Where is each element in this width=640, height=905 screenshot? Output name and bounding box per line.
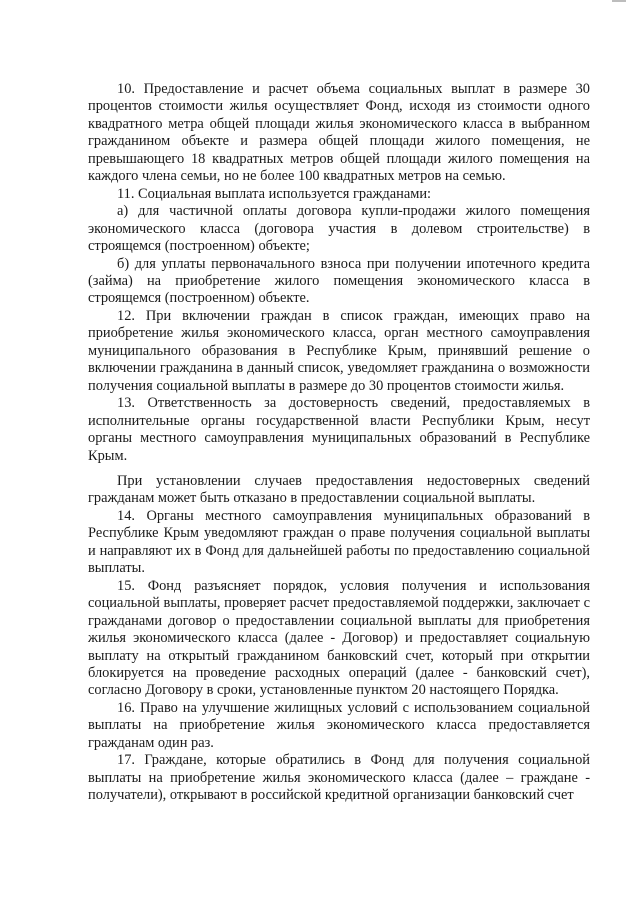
paragraph-12: 12. При включении граждан в список граждан, имеющих право на приобретение жилья экономического класса, орган местного самоуправления муниципального образования в Республике Крым, принявший решение о включении гражданина в данный список, уведомляет гражданина о возможности получения социальной выплаты в размере до 30 процентов стоимости жилья. [88,307,590,394]
paragraph-16: 16. Право на улучшение жилищных условий с использованием социальной выплаты на приобретение жилья экономического класса предоставляется гражданам один раз. [88,699,590,751]
paragraph-17: 17. Граждане, которые обратились в Фонд для получения социальной выплаты на приобретение жилья экономического класса (далее – граждане - получатели), открывают в российской кредитной организации банковский счет [88,752,590,804]
paragraph-15: 15. Фонд разъясняет порядок, условия получения и использования социальной выплаты, проверяет расчет предоставляемой поддержки, заключает с гражданами договор о предоставлении социальной выплаты для приобретения жилья экономического класса (далее - Договор) и предоставляет социальную выплату на открытый гражданином банковский счет, который при открытии блокируется на проведение расходных операций (далее - банковский счет), согласно Договору в сроки, установленные пунктом 20 настоящего Порядка. [88,577,590,699]
paragraph-10: 10. Предоставление и расчет объема социальных выплат в размере 30 процентов стоимости жилья осуществляет Фонд, исходя из стоимости одного квадратного метра общей площади жилья экономического класса в выбранном гражданином объекте и размера общей площади жилого помещения, не превышающего 18 квадратных метров общей площади жилого помещения на каждого члена семьи, но не более 100 квадратных метров на семью. [88,81,590,185]
page-edge-mark [612,0,626,2]
paragraph-14: 14. Органы местного самоуправления муниципальных образований в Республике Крым уведомляют граждан о праве получения социальной выплаты и направляют их в Фонд для дальнейшей работы по предоставлению социальной выплаты. [88,507,590,577]
paragraph-11b: б) для уплаты первоначального взноса при получении ипотечного кредита (займа) на приобретение жилого помещения экономического класса в строящемся (построенном) объекте. [88,255,590,307]
paragraph-11a: а) для частичной оплаты договора купли-продажи жилого помещения экономического класса (договора участия в долевом строительстве) в строящемся (построенном) объекте; [88,203,590,255]
document-page [88,81,590,805]
paragraph-11: 11. Социальная выплата используется гражданами: [117,185,432,202]
paragraph-13: 13. Ответственность за достоверность сведений, предоставляемых в исполнительные органы государственной власти Республики Крым, несут органы местного самоуправления муниципальных образований в Республике Крым. [88,395,590,464]
paragraph-13-continuation: При установлении случаев предоставления недостоверных сведений гражданам может быть отказано в предоставлении социальной выплаты. [88,472,590,507]
